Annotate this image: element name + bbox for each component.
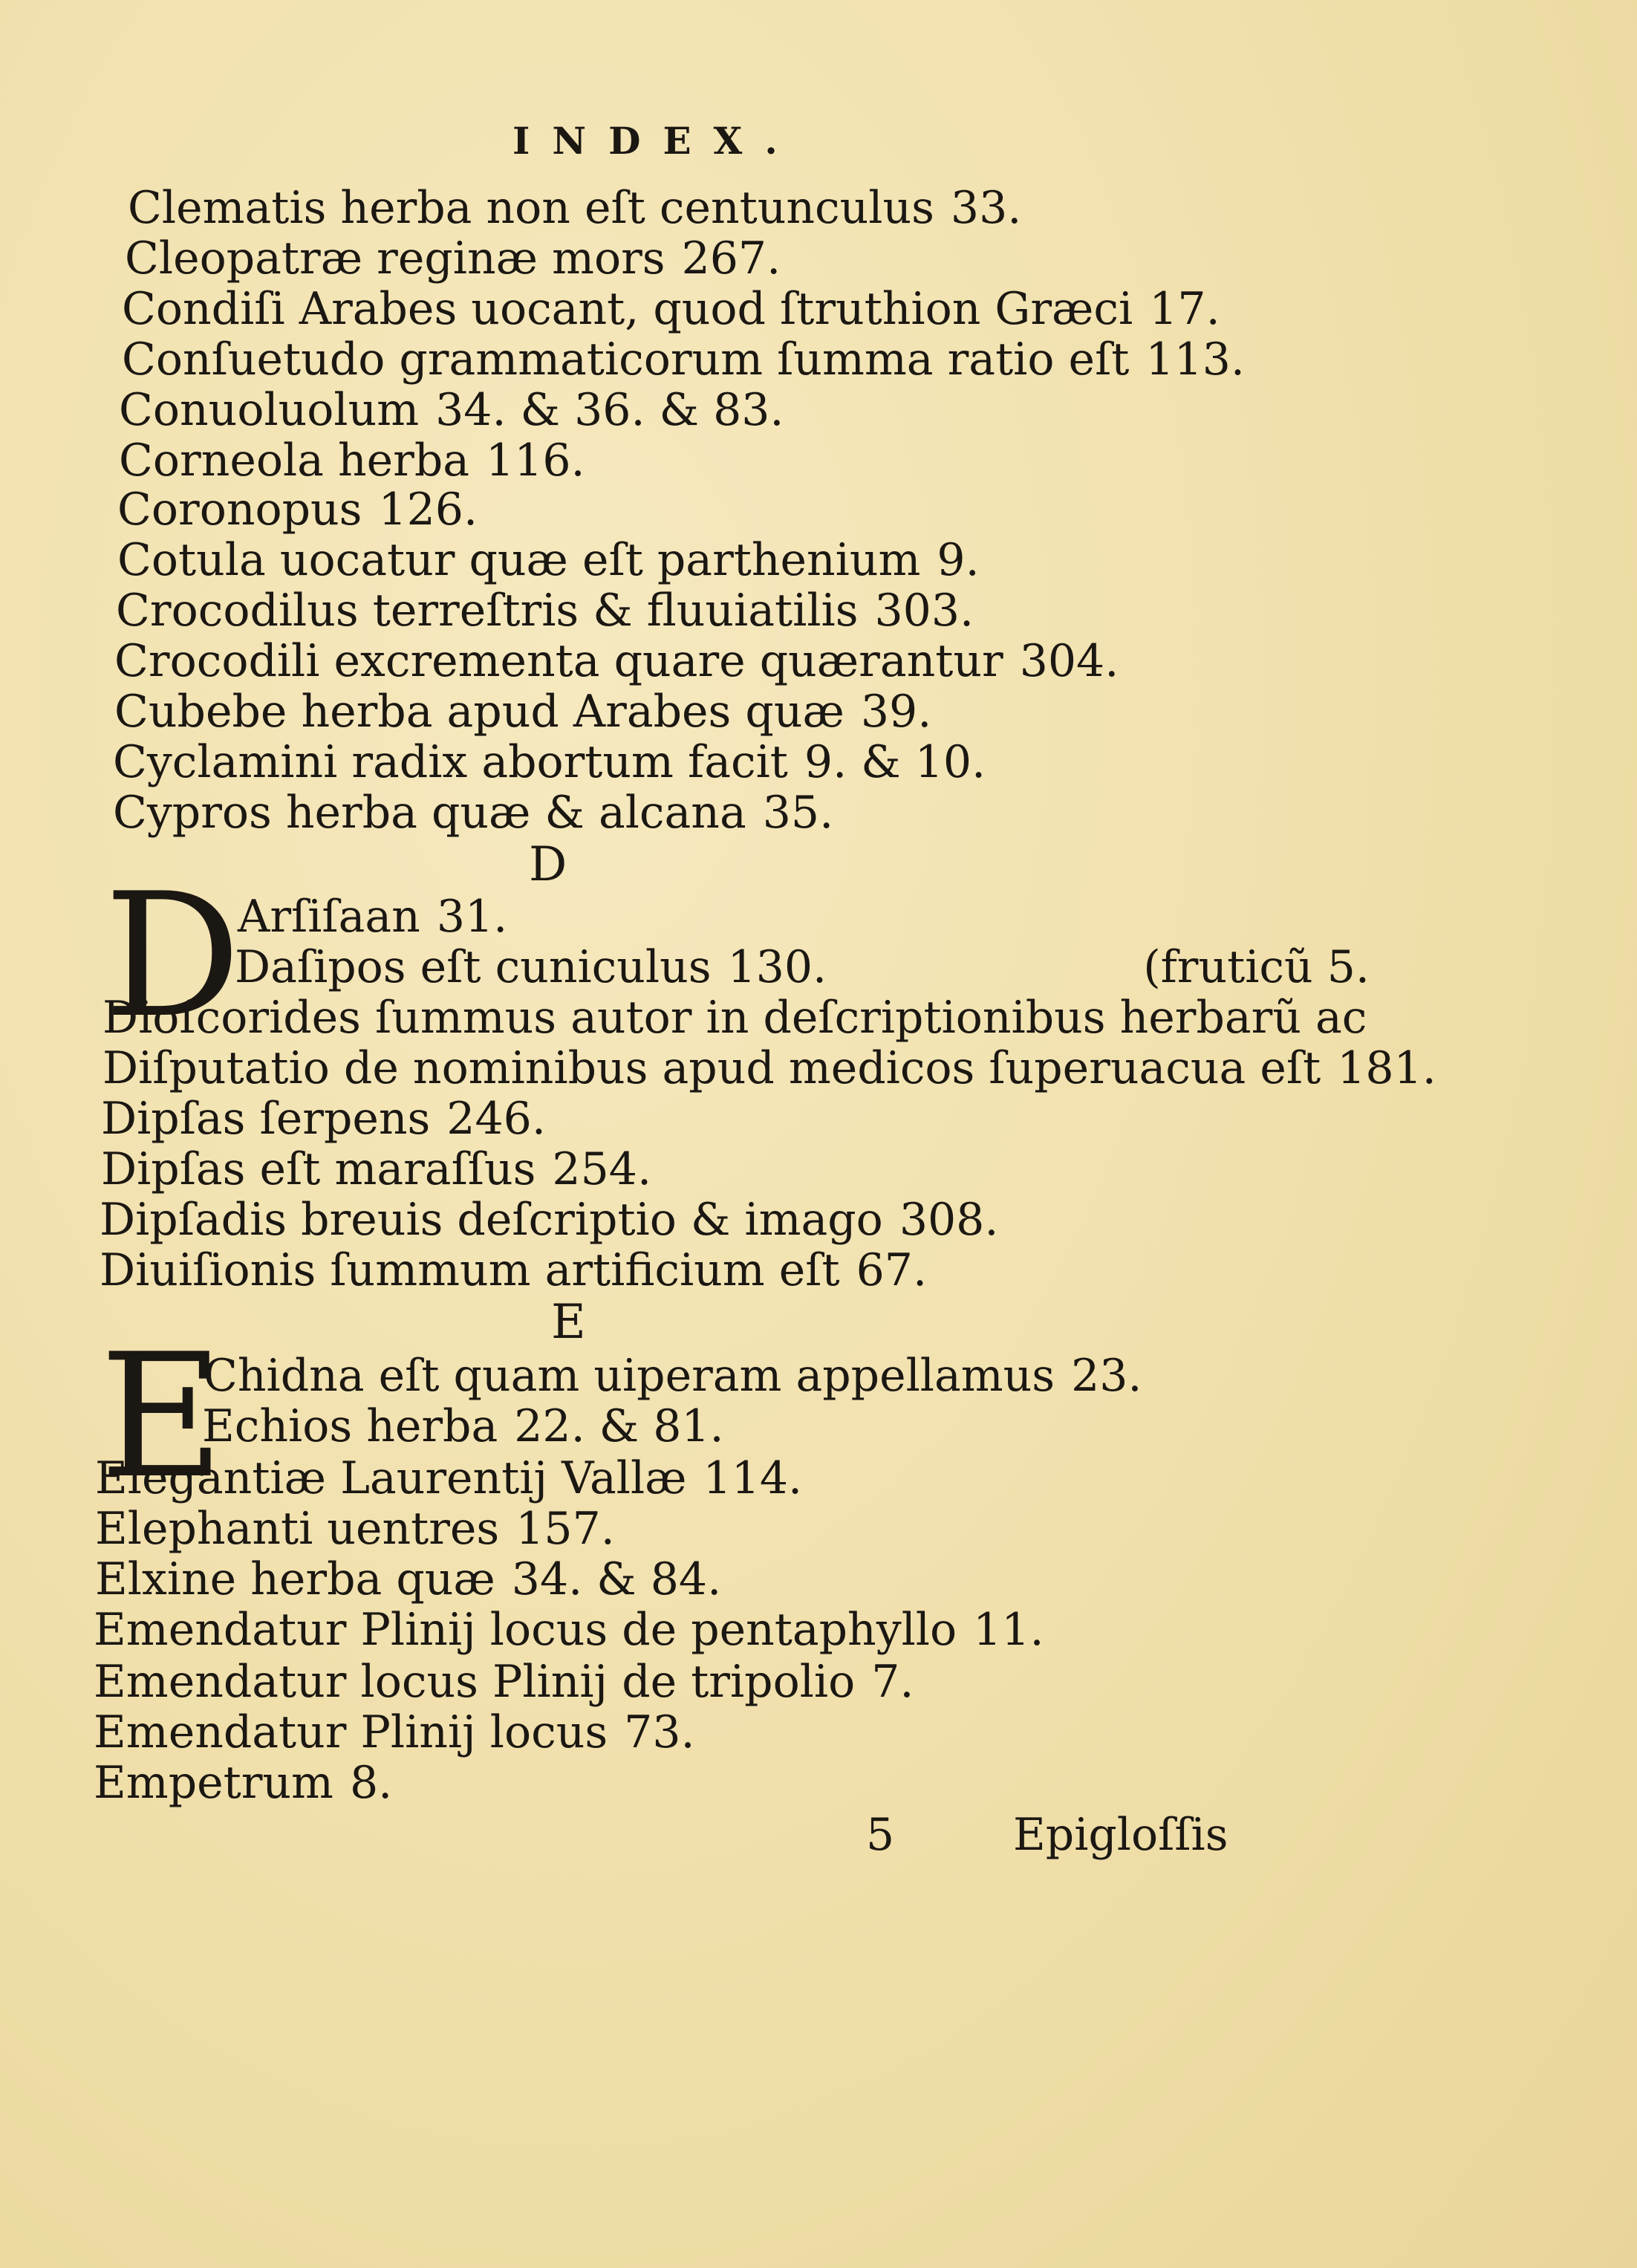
index-entry: Dipſas ſerpens 246. [101,1093,546,1145]
index-entry: Conſuetudo grammaticorum ſumma ratio eſt 113. [122,334,1245,386]
index-entry: Diuiſionis ſummum artificium eſt 67. [100,1244,928,1296]
index-entry: Diſputatio de nominibus apud medicos ſuperuacua eſt 181. [102,1042,1436,1094]
section-letter-d: D [529,837,567,892]
catchword: Epigloſſis [1013,1809,1228,1861]
index-entry: Elxine herba quæ 34. & 84. [95,1553,722,1605]
index-entry: Cotula uocatur quæ eſt parthenium 9. [117,534,980,586]
index-entry: Condiſi Arabes uocant, quod ſtruthion Græci 17. [122,283,1220,335]
index-entry: Clematis herba non eſt centunculus 33. [128,182,1022,234]
index-entry: Daſipos eſt cuniculus 130. [235,941,827,993]
index-entry: Echios herba 22. & 81. [202,1400,724,1452]
index-entry: Arſiſaan 31. [238,891,508,943]
index-entry: Elephanti uentres 157. [95,1503,615,1555]
index-entry: Cubebe herba apud Arabes quæ 39. [114,686,932,738]
index-entry: Elegantiæ Laurentij Vallæ 114. [95,1452,803,1504]
index-entry: Emendatur Plinij locus de pentaphyllo 11. [94,1604,1044,1656]
side-note: (fruticũ 5. [1143,941,1370,993]
signature-mark: 5 [866,1809,895,1861]
index-entry: Coronopus 126. [117,484,478,536]
index-entry: Chidna eſt quam uiperam appellamus 23. [204,1350,1142,1402]
index-entry: Crocodili excrementa quare quærantur 304. [114,635,1119,687]
drop-cap-e: E [100,1318,224,1516]
index-entry: Empetrum 8. [94,1757,393,1809]
drop-cap-d: D [104,857,241,1056]
index-entry: Dioſcorides ſummus autor in deſcriptionibus herbarũ ac [102,992,1367,1044]
index-entry: Conuoluolum 34. & 36. & 83. [119,384,784,436]
index-entry: Crocodilus terreſtris & fluuiatilis 303. [116,585,974,637]
index-entry: Cypros herba quæ & alcana 35. [113,787,834,839]
index-entry: Cleopatræ reginæ mors 267. [125,233,781,285]
index-entry: Dipſadis breuis deſcriptio & imago 308. [100,1194,999,1246]
index-entry: Corneola herba 116. [119,435,585,487]
running-header: INDEX. [512,119,800,163]
index-entry: Cyclamini radix abortum facit 9. & 10. [113,736,986,788]
index-entry: Emendatur locus Plinij de tripolio 7. [94,1656,914,1708]
section-letter-e: E [551,1295,586,1350]
index-entry: Dipſas eſt maraſſus 254. [101,1143,652,1195]
index-entry: Emendatur Plinij locus 73. [94,1706,695,1758]
